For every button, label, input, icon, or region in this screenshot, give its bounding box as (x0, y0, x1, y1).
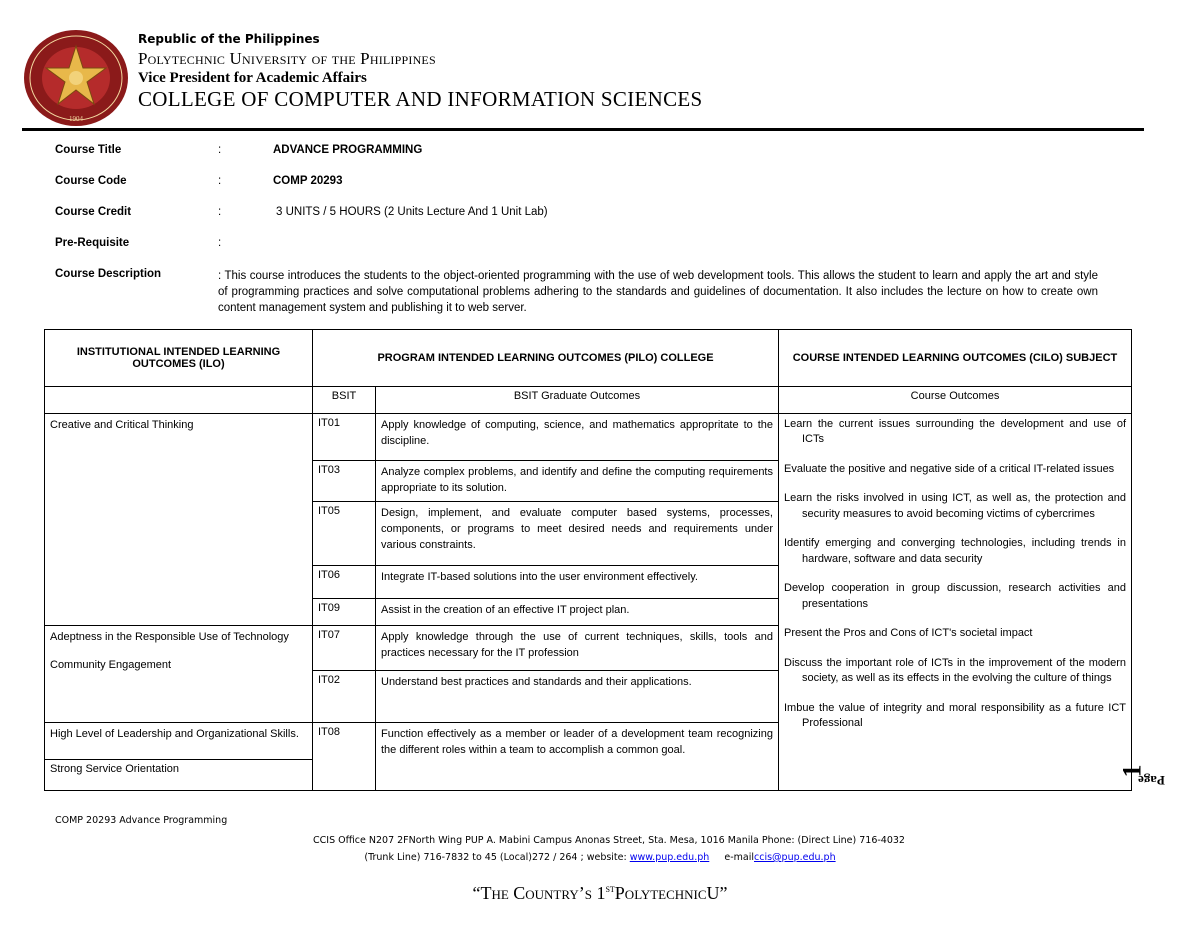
pilo-code: IT01 (313, 413, 376, 461)
prerequisite-label: Pre-Requisite (55, 237, 130, 249)
prerequisite-row (55, 237, 1115, 268)
footer-address (0, 832, 1200, 866)
pilo-text: Integrate IT-based solutions into the user environment effectively. (376, 565, 779, 598)
bsit-subheader: BSIT (313, 386, 376, 413)
address-line-2 (0, 849, 1200, 866)
page-number (1117, 730, 1172, 800)
header-divider (22, 128, 1144, 131)
table-header-row (45, 330, 1132, 387)
address-line-2-text: (Trunk Line) 716-7832 to 45 (Local)272 / 264 ; website: (364, 852, 630, 863)
pilo-code: IT07 (313, 625, 376, 670)
pilo-text: Assist in the creation of an effective IT project plan. (376, 598, 779, 625)
college-name: COLLEGE OF COMPUTER AND INFORMATION SCIENCES (138, 87, 703, 111)
email-link[interactable]: ccis@pup.edu.ph (754, 852, 836, 863)
colon: : (218, 206, 222, 218)
colon: : (218, 144, 222, 156)
colon: : (218, 175, 222, 187)
course-credit-row (55, 206, 1115, 237)
svg-text:1904: 1904 (69, 115, 83, 123)
motto-sup: st (605, 883, 615, 895)
course-description-text: : This course introduces the students to the object-oriented programming with the use of web development tools. This allows the student to learn and apply the art and style of programming practices and solve computational problems adhering to the standards and guidelines of documentation. It also includes the lecture on how to create own content management system and publishing it to web server. (218, 270, 1098, 314)
course-description-label: Course Description (55, 268, 162, 280)
page-label: Page (1138, 773, 1165, 789)
pilo-code: IT02 (313, 671, 376, 723)
cilo-item: Learn the risks involved in using ICT, as well as, the protection and security measures to avoid becoming victims of cybercrimes (784, 492, 1126, 520)
pilo-text: Design, implement, and evaluate computer based systems, processes, components, or programs to meet desired needs and requirements under various constraints. (376, 501, 779, 565)
letterhead (138, 32, 703, 112)
cilo-item: Evaluate the positive and negative side of a critical IT-related issues (784, 462, 1115, 475)
colon: : (218, 237, 222, 249)
ilo-leadership: High Level of Leadership and Organizational Skills. (45, 722, 313, 759)
pilo-text: Apply knowledge through the use of current techniques, skills, tools and practices necessary for the IT profession (376, 625, 779, 670)
ilo-subheader-blank (45, 386, 313, 413)
pilo-code: IT09 (313, 598, 376, 625)
footer-course-code: COMP 20293 Advance Programming (55, 815, 228, 826)
university-seal-logo (22, 28, 130, 128)
pilo-text: Understand best practices and standards and their applications. (376, 671, 779, 723)
course-info (55, 144, 1115, 314)
pilo-text: Analyze complex problems, and identify and define the computing requirements appropriate to its solution. (376, 461, 779, 501)
email-prefix: e-mail (709, 852, 754, 863)
ilo-service: Strong Service Orientation (45, 759, 313, 790)
cilo-list (779, 413, 1132, 790)
cilo-header: COURSE INTENDED LEARNING OUTCOMES (CILO) SUBJECT (779, 330, 1132, 387)
learning-outcomes-table (44, 329, 1132, 791)
university-motto (0, 883, 1200, 904)
ilo-text: Community Engagement (50, 658, 172, 671)
graduate-outcomes-subheader: BSIT Graduate Outcomes (376, 386, 779, 413)
vp-office: Vice President for Academic Affairs (138, 70, 367, 86)
ilo-technology-community (45, 625, 313, 722)
cilo-item: Identify emerging and converging technologies, including trends in hardware, software and data security (784, 537, 1126, 565)
republic-text: Republic of the Philippines (138, 32, 320, 46)
ilo-creative-thinking (45, 413, 313, 625)
pilo-code: IT08 (313, 722, 376, 790)
course-credit-label: Course Credit (55, 206, 132, 218)
table-row (45, 413, 1132, 461)
course-title-label: Course Title (55, 144, 122, 156)
ilo-header: INSTITUTIONAL INTENDED LEARNING OUTCOMES (ILO) (45, 330, 313, 387)
address-line-1: CCIS Office N207 2FNorth Wing PUP A. Mabini Campus Anonas Street, Sta. Mesa, 1016 Manila Phone: (Direct Line) 716-4032 (313, 835, 905, 846)
cilo-item: Present the Pros and Cons of ICT's societal impact (784, 627, 1033, 640)
course-outcomes-subheader: Course Outcomes (779, 386, 1132, 413)
ilo-text: Adeptness in the Responsible Use of Technology (50, 630, 289, 643)
course-credit-value: 3 UNITS / 5 HOURS (2 Units Lecture And 1 Unit Lab) (276, 206, 548, 218)
motto-text-end: PolytechnicU” (614, 883, 728, 903)
course-title-row (55, 144, 1115, 175)
university-name: Polytechnic University of the Philippines (138, 49, 436, 68)
cilo-item: Develop cooperation in group discussion, research activities and presentations (784, 582, 1126, 610)
motto-text: “The Country’s 1 (472, 883, 606, 903)
pilo-text: Apply knowledge of computing, science, and mathematics appropritate to the discipline. (376, 413, 779, 461)
course-code-label: Course Code (55, 175, 127, 187)
cilo-item: Discuss the important role of ICTs in the improvement of the modern society, as well as its effects in the evolving the culture of things (784, 656, 1126, 685)
pilo-text: Function effectively as a member or leader of a development team recognizing the different roles within a team to accomplish a common goal. (376, 722, 779, 790)
website-link[interactable]: www.pup.edu.ph (629, 852, 710, 863)
cilo-item: Imbue the value of integrity and moral responsibility as a future ICT Professional (784, 701, 1126, 730)
pilo-code: IT03 (313, 461, 376, 501)
course-code-row (55, 175, 1115, 206)
cilo-item: Learn the current issues surrounding the development and use of ICTs (784, 417, 1126, 446)
course-code-value: COMP 20293 (273, 175, 343, 187)
page-number-value: 1 (1117, 764, 1147, 778)
course-title-value: ADVANCE PROGRAMMING (273, 144, 423, 156)
table-subheader-row (45, 386, 1132, 413)
pilo-code: IT06 (313, 565, 376, 598)
ilo-text: Creative and Critical Thinking (50, 418, 194, 431)
pilo-header: PROGRAM INTENDED LEARNING OUTCOMES (PILO) COLLEGE (313, 330, 779, 387)
pilo-code: IT05 (313, 501, 376, 565)
